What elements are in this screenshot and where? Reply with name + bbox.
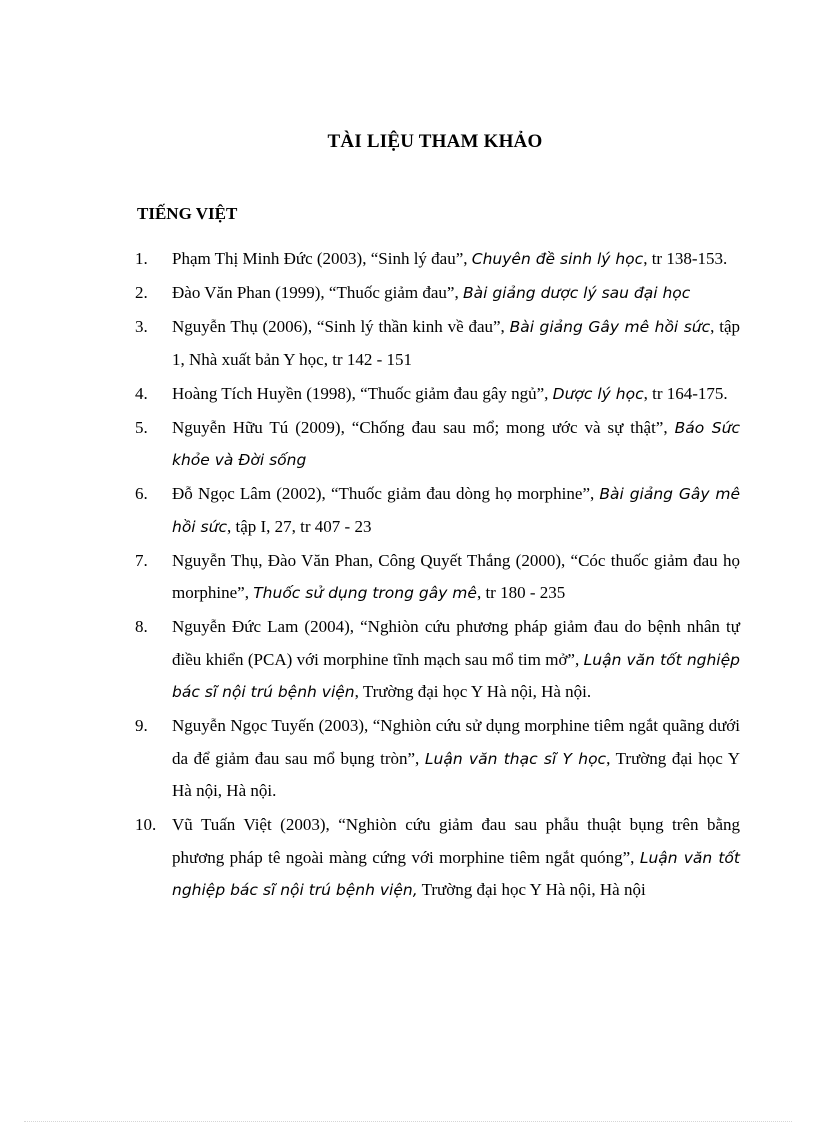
page-title: TÀI LIỆU THAM KHẢO (327, 131, 543, 152)
reference-source: Chuyên đề sinh lý học (471, 250, 644, 268)
reference-item (135, 809, 740, 907)
reference-tail: , tr 138-153. (643, 249, 728, 268)
reference-number: 4. (135, 383, 148, 403)
reference-source: Bài giảng Gây mê hồi sức (509, 318, 711, 336)
reference-tail: Trường đại học Y Hà nội, Hà nội (417, 880, 646, 899)
reference-number: 8. (135, 617, 148, 636)
reference-source: Báo Sức khỏe và Đời sống (172, 418, 740, 469)
reference-item (135, 412, 740, 477)
reference-text: Nguyễn Hữu Tú (2009), “Chống đau sau mổ; mong ước và sự thật”, (172, 417, 675, 437)
reference-text: Nguyễn Ngọc Tuyến (2003), “Nghiòn cứu sử dụng morphine tiêm ngắt quãng dưới da để giảm đau sau mổ bụng tròn”, (172, 716, 740, 768)
reference-text: Đỗ Ngọc Lâm (2002), “Thuốc giảm đau dòng họ morphine”, (172, 484, 600, 503)
reference-item (135, 243, 740, 276)
reference-tail: , tập I, 27, tr 407 - 23 (226, 516, 372, 536)
reference-number: 1. (135, 249, 148, 268)
reference-text: Hoàng Tích Huyền (1998), “Thuốc giảm đau gây ngủ”, (172, 383, 553, 403)
reference-number: 2. (135, 283, 148, 302)
reference-item (135, 277, 740, 310)
reference-list (135, 243, 740, 908)
reference-number: 10. (135, 815, 157, 834)
reference-text: Nguyễn Đức Lam (2004), “Nghiòn cứu phương pháp giảm đau do bệnh nhân tự điều khiển (PCA) với morphine tĩnh mạch sau mổ tim mở”, (172, 617, 740, 669)
reference-tail: , tr 180 - 235 (476, 583, 566, 602)
reference-text: Nguyễn Thụ, Đào Văn Phan, Công Quyết Thắng (2000), “Cóc thuốc giảm đau họ morphine”, (172, 550, 740, 602)
reference-source: Dược lý học (552, 384, 644, 403)
reference-number: 6. (135, 484, 148, 503)
reference-item (135, 478, 740, 543)
reference-item (135, 710, 740, 808)
reference-number: 5. (135, 417, 148, 437)
reference-number: 3. (135, 317, 148, 336)
reference-text: Nguyễn Thụ (2006), “Sinh lý thần kinh về đau”, (172, 317, 510, 336)
reference-text: Vũ Tuấn Việt (2003), “Nghiòn cứu giảm đau sau phẫu thuật bụng trên bằng phương pháp tê ngoài màng cứng với morphine tiêm ngắt quóng”, (172, 815, 740, 867)
reference-source: Bài giảng dược lý sau đại học (462, 284, 691, 302)
reference-source: Luận văn tốt nghiệp bác sĩ nội trú bệnh viện, (172, 848, 740, 899)
reference-tail: , Trường đại học Y Hà nội, Hà nội. (172, 748, 740, 800)
reference-source: Thuốc sử dụng trong gây mê (253, 584, 477, 602)
reference-item (135, 545, 740, 610)
reference-item (135, 611, 740, 709)
reference-source: Luận văn tốt nghiệp bác sĩ nội trú bệnh viện (172, 650, 740, 701)
reference-item (135, 378, 740, 411)
section-heading: TIẾNG VIỆT (137, 204, 238, 223)
reference-tail: , tập 1, Nhà xuất bản Y học, tr 142 - 151 (172, 317, 740, 369)
reference-source: Luận văn thạc sĩ Y học (424, 749, 607, 768)
reference-text: Đào Văn Phan (1999), “Thuốc giảm đau”, (172, 283, 463, 302)
reference-number: 9. (135, 716, 148, 735)
reference-tail: , Trường đại học Y Hà nội, Hà nội. (354, 682, 592, 701)
reference-number: 7. (135, 550, 148, 570)
page-bottom-divider (24, 1121, 792, 1122)
reference-item (135, 311, 740, 376)
reference-text: Phạm Thị Minh Đức (2003), “Sinh lý đau”, (172, 249, 472, 268)
reference-tail: , tr 164-175. (643, 383, 728, 403)
reference-source: Bài giảng Gây mê hồi sức (172, 485, 741, 536)
